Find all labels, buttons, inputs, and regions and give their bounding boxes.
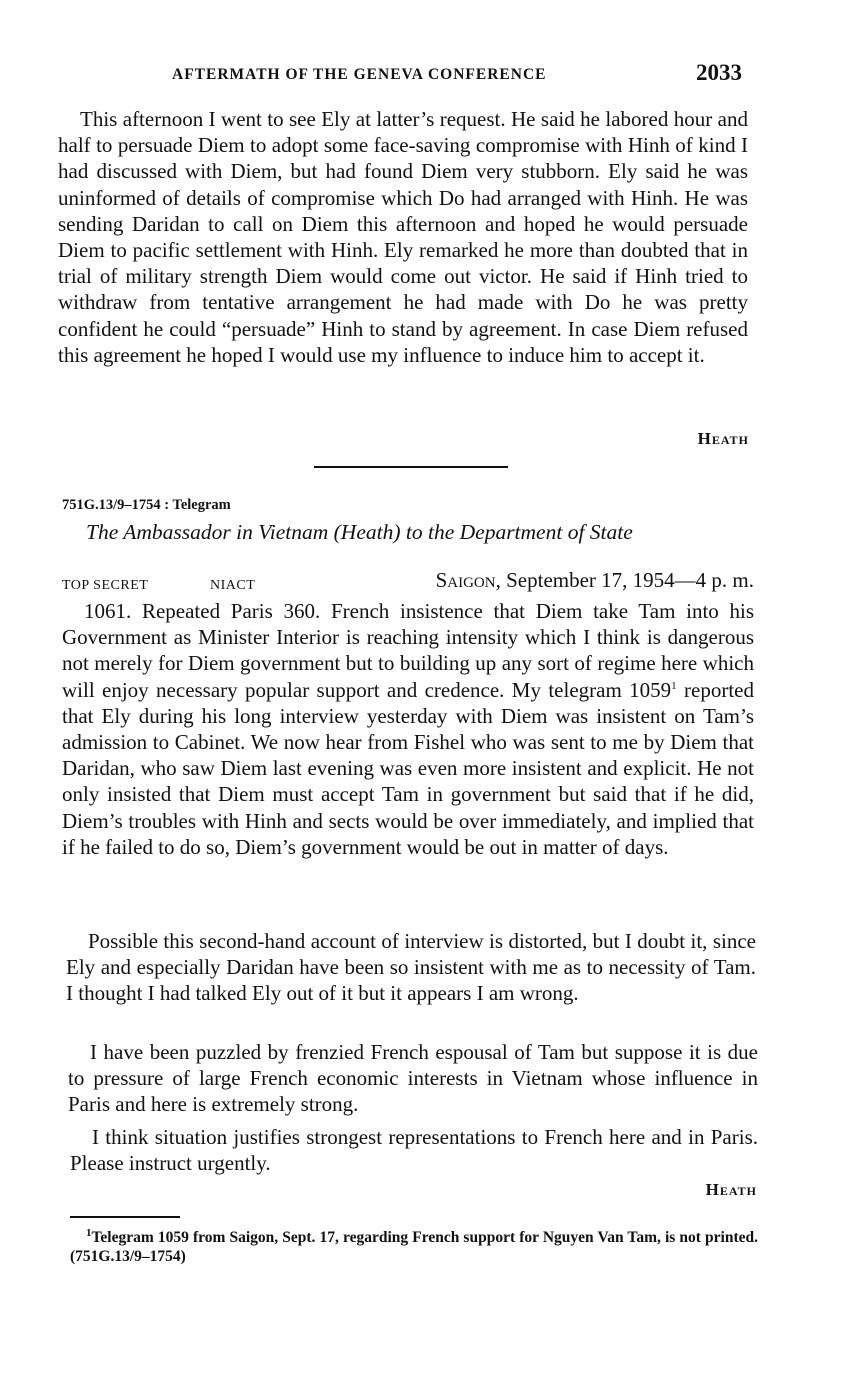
classification-line xyxy=(62,566,754,594)
footnote-text: Telegram 1059 from Saigon, Sept. 17, regarding French support for Nguyen Van Tam, is not printed. (751G.13/9–1754) xyxy=(70,1229,758,1265)
footnote-reference: 1 xyxy=(671,679,677,692)
prior-document-paragraph: This afternoon I went to see Ely at latter’s request. He said he labored hour and half to persuade Diem to adopt some face-saving compromise with Hinh of kind I had discussed with Diem, but had found Diem very stubborn. Ely said he was uninformed of details of compromise which Do had arranged with Hinh. He was sending Daridan to call on Diem this afternoon and hoped he would persuade Diem to pacific settlement with Hinh. Ely remarked he more than doubted that in trial of military strength Diem would come out victor. He said if Hinh tried to withdraw from tentative arrangement he had made with Do he was pretty confident he could “persuade” Hinh to stand by agreement. In case Diem refused this agreement he hoped I would use my influence to induce him to accept it. xyxy=(58,107,748,367)
telegram-paragraph-2: Possible this second-hand account of interview is distorted, but I doubt it, since Ely and especially Daridan have been so insistent with me as to necessity of Tam. I thought I had talked Ely out of it but it appears I am wrong. xyxy=(66,929,756,1006)
document-heading: The Ambassador in Vietnam (Heath) to the Department of State xyxy=(86,520,633,544)
telegram-paragraph-1-text-b: reported that Ely during his long interview yesterday with Diem was insistent on Tam’s admission to Cabinet. We now hear from Fishel who was sent to me by Diem that Daridan, who saw Diem last evening was even more insistent and explicit. He not only insisted that Diem must accept Tam in government but said that if he did, Diem’s troubles with Hinh and sects would be over immediately, and implied that if he failed to do so, Diem’s government would be out in matter of days. xyxy=(62,677,754,859)
dateline xyxy=(436,568,754,593)
footnote-separator xyxy=(70,1216,180,1218)
running-title: AFTERMATH OF THE GENEVA CONFERENCE xyxy=(172,66,547,83)
document-separator xyxy=(314,466,508,468)
footnote-marker: 1 xyxy=(86,1226,92,1239)
dateline-date: , September 17, 1954—4 p. m. xyxy=(495,568,754,592)
prior-document-signature: Heath xyxy=(697,429,749,448)
classification-label: TOP SECRET xyxy=(62,578,149,593)
page-number: 2033 xyxy=(696,60,742,85)
telegram-paragraph-1 xyxy=(62,598,754,860)
telegram-paragraph-3: I have been puzzled by frenzied French espousal of Tam but suppose it is due to pressure of large French economic interests in Vietnam whose influence in Paris and here is extremely strong. xyxy=(68,1040,758,1117)
footnote xyxy=(70,1228,758,1266)
running-head xyxy=(60,60,760,92)
telegram-paragraph-4: I think situation justifies strongest representations to French here and in Paris. Please instruct urgently. xyxy=(70,1125,758,1176)
precedence-label: NIACT xyxy=(210,578,256,593)
telegram-paragraph-1-text-a: 1061. Repeated Paris 360. French insistence that Diem take Tam into his Government as Minister Interior is reaching intensity which I think is dangerous not merely for Diem government but to building up any sort of regime here which will enjoy necessary popular support and credence. My telegram 1059 xyxy=(62,599,754,702)
telegram-signature: Heath xyxy=(705,1180,757,1199)
dateline-place: Saigon xyxy=(435,568,496,592)
file-reference: 751G.13/9–1754 : Telegram xyxy=(62,497,231,513)
